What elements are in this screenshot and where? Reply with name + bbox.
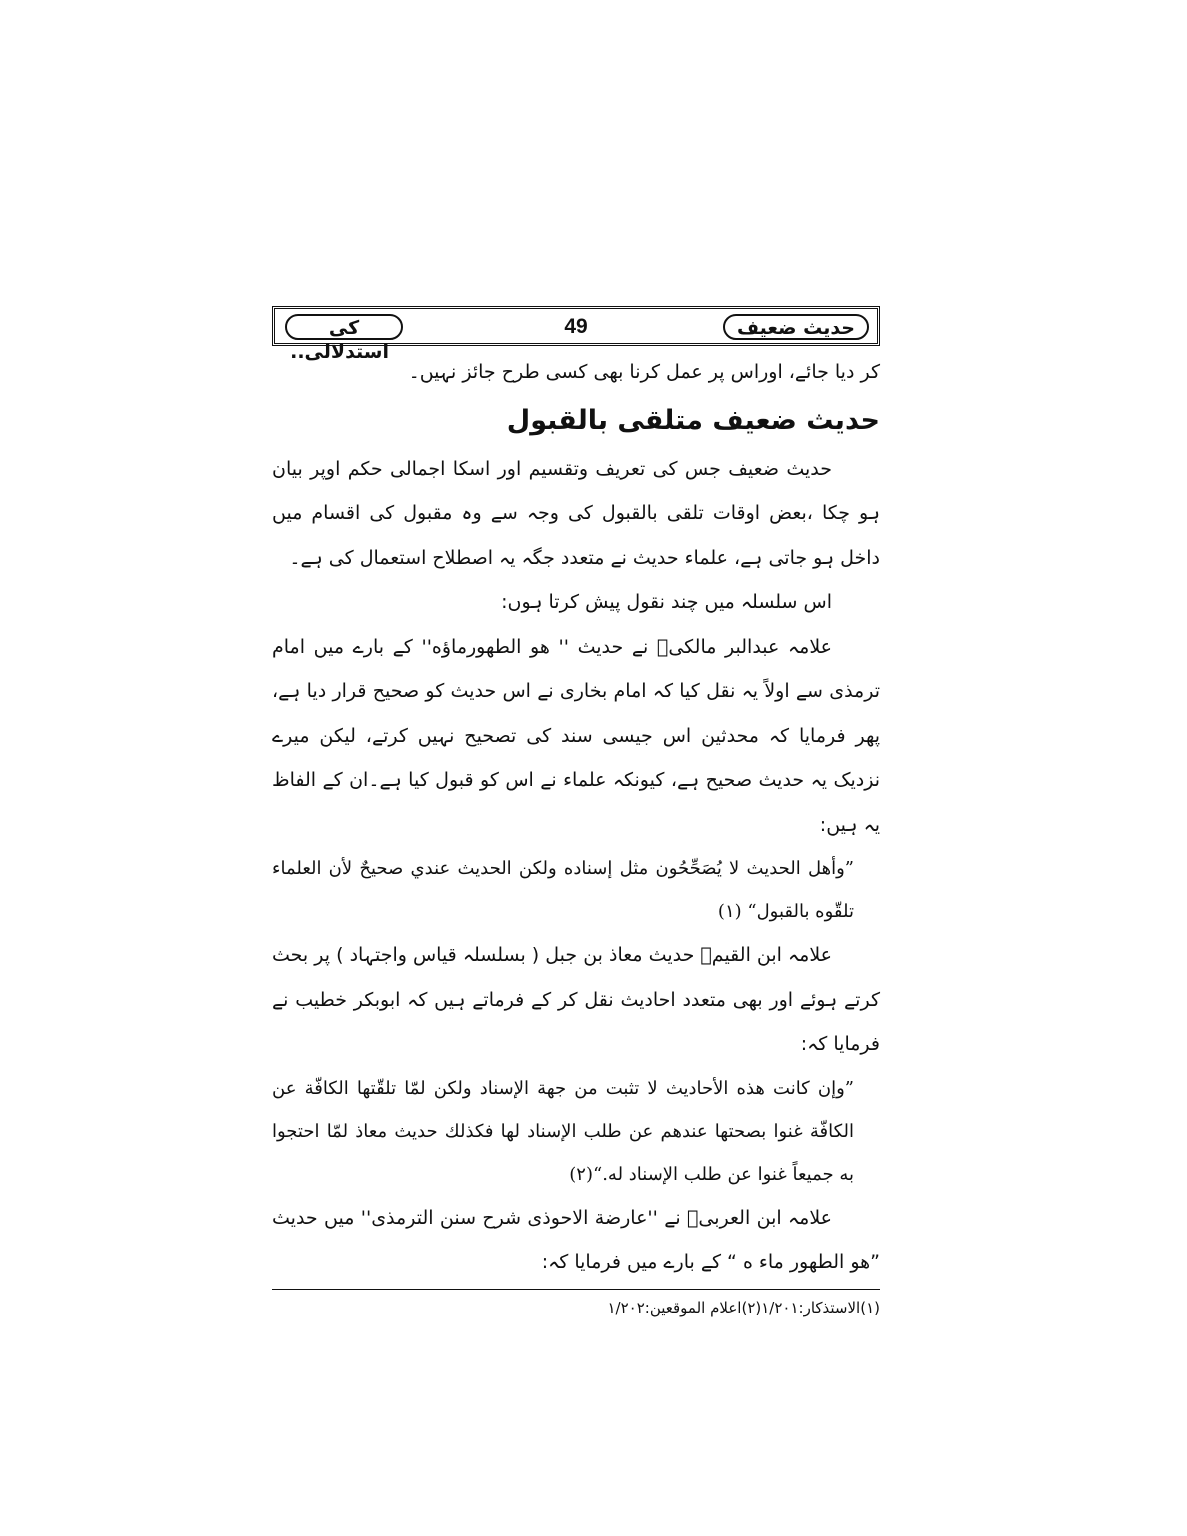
paragraph: اس سلسلہ میں چند نقول پیش کرتا ہوں:	[501, 591, 832, 613]
header-book-subtitle: کی استدلالی..	[285, 314, 403, 340]
header-book-title: حدیث ضعیف	[723, 314, 869, 340]
book-page	[272, 306, 880, 1326]
footnotes: (۱)الاستذکار:۱/۲۰۱(۲)اعلام الموقعین:۱/۲۰۲	[607, 1298, 880, 1317]
continuation-line: کر دیا جائے، اوراس پر عمل کرنا بھی کسی طرح جائز نہیں۔	[408, 361, 880, 383]
paragraph: حدیث ضعیف جس کی تعریف وتقسیم اور اسکا اجمالی حکم اوپر بیان ہو چکا ،بعض اوقات تلقی بالقبول کی وجہ سے وہ مقبول کی اقسام میں داخل ہو جاتی ہے، علماء حدیث نے متعدد جگہ یہ اصطلاح استعمال کی ہے۔	[272, 457, 880, 569]
page-body	[272, 350, 880, 1285]
arabic-quote: ”وأهل الحديث لا يُصَحِّحُون مثل إسناده ولكن الحديث عندي صحيحٌ لأن العلماء تلقّوه بالقبول“ (١)	[272, 858, 854, 922]
paragraph: علامہ عبدالبر مالکیؒ نے حدیث '' هو الطهورماؤه'' کے بارے میں امام ترمذی سے اولاً یہ نقل کیا کہ امام بخاری نے اس حدیث کو صحیح قرار دیا ہے، پھر فرمایا کہ محدثین اس جیسی سند کی تصحیح نہیں کرتے، لیکن میرے نزدیک یہ حدیث صحیح ہے، کیونکہ علماء نے اس کو قبول کیا ہے۔ان کے الفاظ یہ ہیں:	[272, 635, 880, 836]
page-number: 49	[564, 315, 588, 338]
paragraph: علامہ ابن القیمؒ حدیث معاذ بن جبل ( بسلسلہ قیاس واجتہاد ) پر بحث کرتے ہوئے اور بھی متعدد احادیث نقل کر کے فرماتے ہیں کہ ابوبکر خطیب نے فرمایا کہ:	[272, 944, 880, 1055]
paragraph: علامہ ابن العربیؒ نے ''عارضة الاحوذی شرح سنن الترمذی'' میں حدیث ”هو الطهور ماء ه “ کے بارے میں فرمایا کہ:	[272, 1206, 880, 1273]
arabic-quote: ”وإن كانت هذه الأحاديث لا تثبت من جهة الإسناد ولكن لمّا تلقّتها الكافّة عن الكافّة غنوا بصحتها عندهم عن طلب الإسناد لها فكذلك حديث معاذ لمّا احتجوا به جميعاً غنوا عن طلب الإسناد له.“(٢)	[272, 1077, 854, 1185]
section-heading: حدیث ضعیف متلقی بالقبول	[506, 404, 880, 436]
running-header	[272, 306, 880, 363]
